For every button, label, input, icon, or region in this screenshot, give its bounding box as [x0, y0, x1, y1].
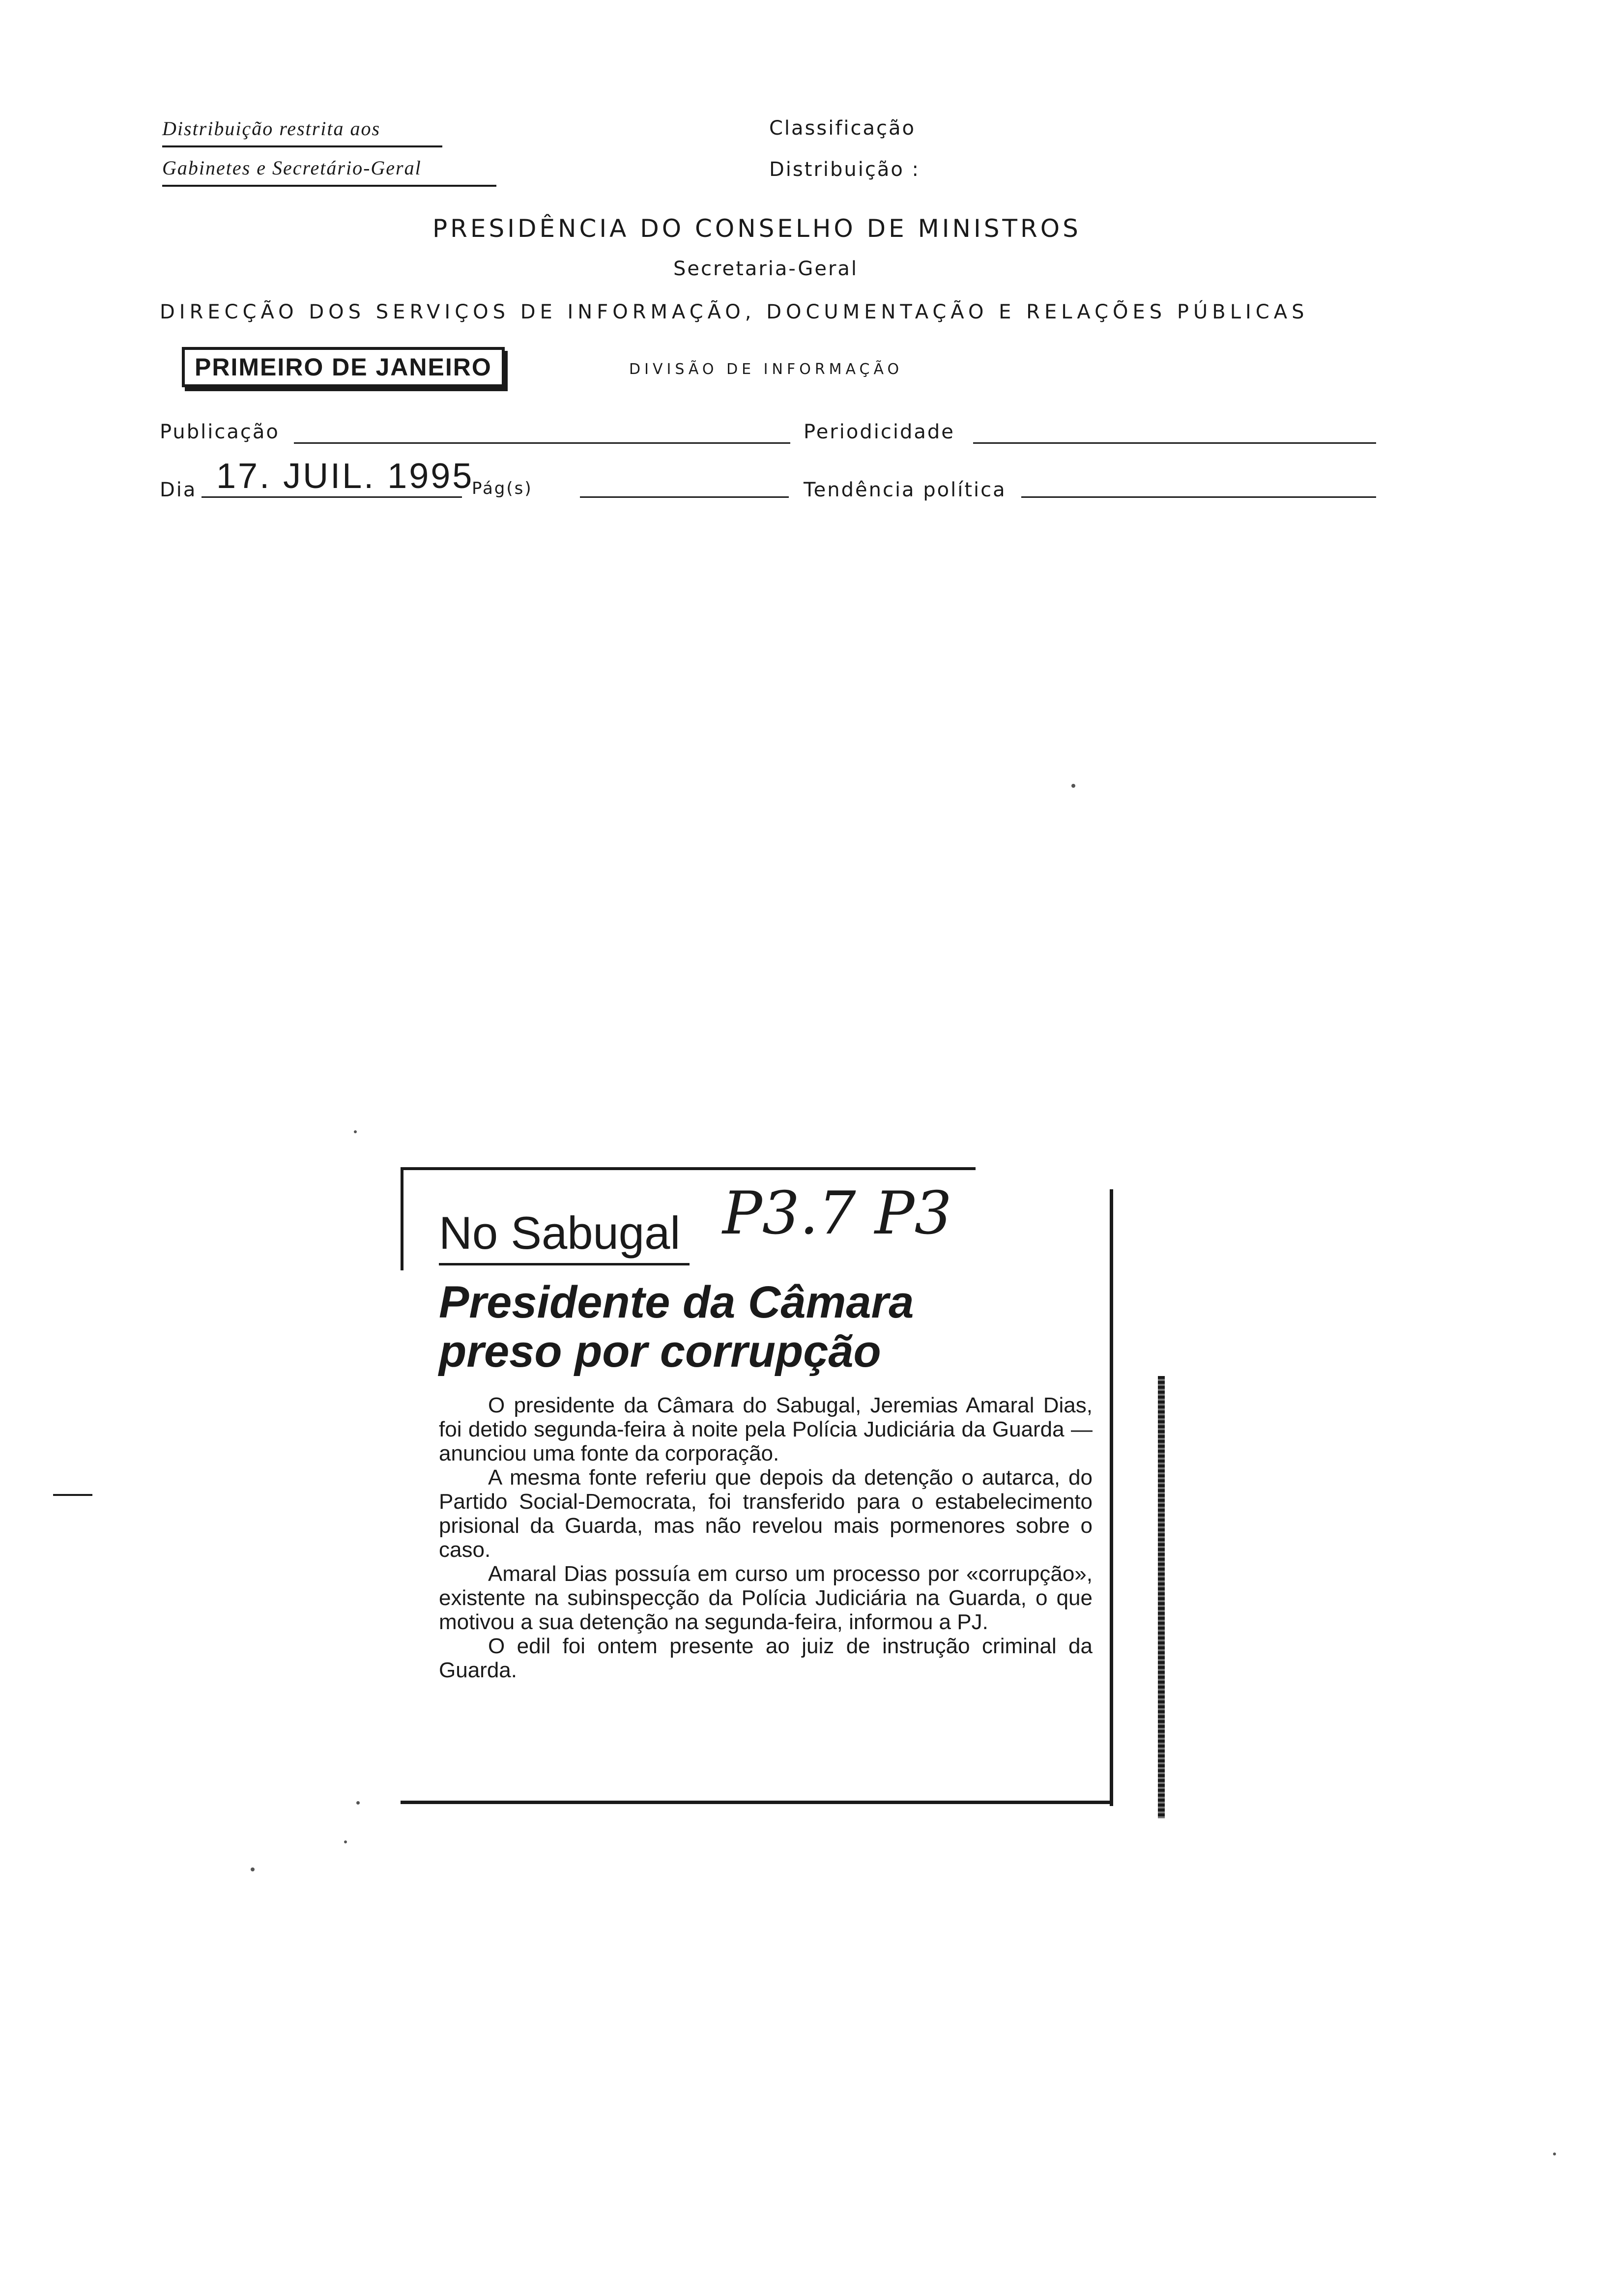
periodicidade-field-line [973, 442, 1376, 444]
scan-dash-mark [53, 1494, 92, 1496]
article-headline-line2: preso por corrupção [439, 1326, 881, 1377]
publicacao-label: Publicação [160, 421, 280, 443]
dia-label: Dia [160, 479, 197, 501]
article-paragraph: O edil foi ontem presente ao juiz de instrução criminal da Guarda. [439, 1634, 1093, 1682]
distribuicao-label: Distribuição : [769, 158, 921, 181]
clipping-border-top [401, 1167, 976, 1170]
kicker-underline [439, 1263, 690, 1265]
divider [162, 145, 442, 147]
periodicidade-label: Periodicidade [804, 421, 955, 443]
handwritten-reference: P3.7 P3 [722, 1179, 952, 1248]
pags-field-line [580, 496, 789, 498]
divider [162, 185, 496, 187]
page-title: PRESIDÊNCIA DO CONSELHO DE MINISTROS [432, 214, 1081, 243]
pags-label: Pág(s) [472, 479, 533, 498]
dia-field-line [202, 496, 462, 498]
scan-speck [354, 1130, 357, 1133]
scan-speck [1071, 784, 1075, 788]
classificacao-label: Classificação [769, 117, 916, 140]
restricted-distribution-line2: Gabinetes e Secretário-Geral [162, 157, 422, 179]
scan-speck [344, 1840, 347, 1843]
date-stamp: 17. JUIL. 1995 [216, 457, 474, 496]
publicacao-field-line [294, 442, 790, 444]
scan-speck [251, 1867, 255, 1871]
divisao-label: DIVISÃO DE INFORMAÇÃO [629, 361, 903, 378]
tendencia-field-line [1021, 496, 1376, 498]
clipping-border-left [401, 1167, 403, 1270]
direccao-line: DIRECÇÃO DOS SERVIÇOS DE INFORMAÇÃO, DOCUMENTAÇÃO E RELAÇÕES PÚBLICAS [160, 301, 1309, 323]
scan-edge-mark [1158, 1376, 1165, 1818]
scan-speck [1553, 2152, 1556, 2155]
tendencia-label: Tendência política [804, 479, 1007, 501]
page-subtitle: Secretaria-Geral [673, 258, 859, 280]
article-kicker: No Sabugal [439, 1207, 681, 1259]
clipping-border-right [1110, 1189, 1113, 1806]
restricted-distribution-line1: Distribuição restrita aos [162, 117, 381, 140]
scan-speck [356, 1801, 360, 1805]
article-body [439, 1393, 1093, 1682]
article-paragraph: O presidente da Câmara do Sabugal, Jeremias Amaral Dias, foi detido segunda-feira à noite pela Polícia Judiciária da Guarda — anunciou uma fonte da corporação. [439, 1393, 1093, 1465]
article-headline-line1: Presidente da Câmara [439, 1277, 914, 1327]
publication-stamp: PRIMEIRO DE JANEIRO [182, 347, 505, 387]
article-paragraph: Amaral Dias possuía em curso um processo por «corrupção», existente na subinspecção da Polícia Judiciária na Guarda, o que motivou a sua detenção na segunda-feira, informou a PJ. [439, 1562, 1093, 1634]
clipping-border-bottom [401, 1801, 1112, 1804]
article-paragraph: A mesma fonte referiu que depois da detenção o autarca, do Partido Social-Democrata, foi transferido para o estabelecimento prisional da Guarda, mas não revelou mais pormenores sobre o caso. [439, 1465, 1093, 1562]
